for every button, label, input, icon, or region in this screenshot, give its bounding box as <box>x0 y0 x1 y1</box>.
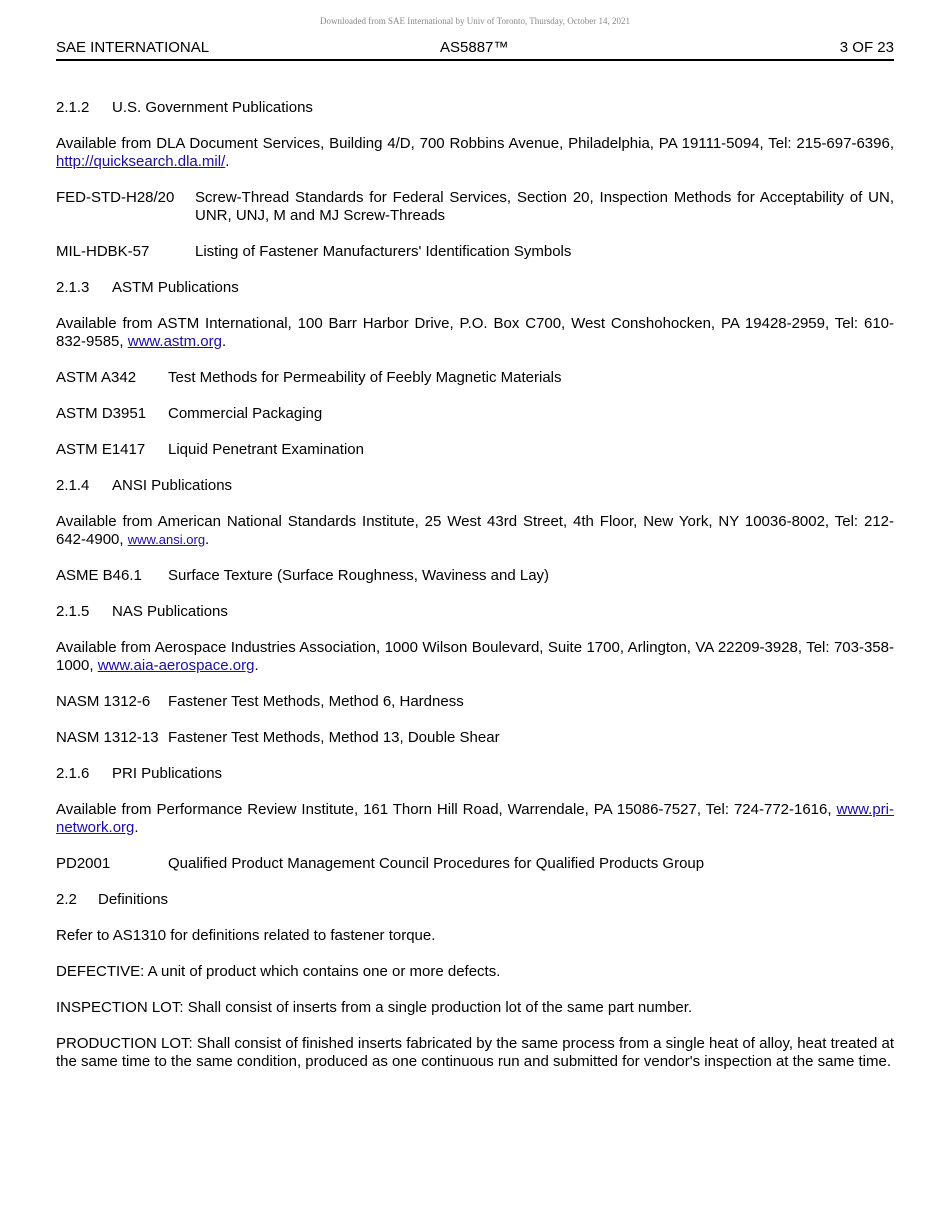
reference-code: NASM 1312-13 <box>56 729 159 746</box>
reference-entry <box>56 441 894 459</box>
section-heading-2-2 <box>56 891 894 909</box>
download-watermark: Downloaded from SAE International by Univ of Toronto, Thursday, October 14, 2021 <box>320 16 630 26</box>
section-heading-2-1-6 <box>56 765 894 783</box>
availability-text: Available from American National Standards Institute, 25 West 43rd Street, 4th Floor, New York, NY 10036-8002, Tel: 212-642-4900, <box>56 513 894 548</box>
section-number: 2.1.5 <box>56 603 90 620</box>
reference-code: MIL-HDBK-57 <box>56 243 150 260</box>
reference-description: Commercial Packaging <box>168 405 323 422</box>
period: . <box>225 153 230 170</box>
reference-description: Qualified Product Management Council Procedures for Qualified Products Group <box>168 855 705 872</box>
section-number: 2.1.6 <box>56 765 90 782</box>
reference-code: NASM 1312-6 <box>56 693 151 710</box>
pri-link[interactable]: www.pri-network.org <box>56 801 894 836</box>
reference-description: Listing of Fastener Manufacturers' Identification Symbols <box>195 243 572 260</box>
ansi-link[interactable]: www.ansi.org <box>127 532 206 547</box>
period: . <box>134 819 139 836</box>
aia-link[interactable]: www.aia-aerospace.org <box>97 657 255 674</box>
reference-code: FED-STD-H28/20 <box>56 189 175 206</box>
reference-description: Fastener Test Methods, Method 6, Hardness <box>168 693 464 710</box>
reference-description: Surface Texture (Surface Roughness, Waviness and Lay) <box>168 567 550 584</box>
definition-inspection-lot: INSPECTION LOT: Shall consist of inserts from a single production lot of the same part number. <box>56 999 693 1016</box>
section-heading-2-1-3 <box>56 279 894 297</box>
reference-code: PD2001 <box>56 855 111 872</box>
availability-paragraph <box>56 315 894 351</box>
reference-code: ASTM D3951 <box>56 405 147 422</box>
header-org: SAE INTERNATIONAL <box>56 39 210 56</box>
section-title: NAS Publications <box>112 603 228 620</box>
dla-link[interactable]: http://quicksearch.dla.mil/ <box>56 153 226 170</box>
availability-text: Available from Performance Review Institute, 161 Thorn Hill Road, Warrendale, PA 15086-7527, Tel: 724-772-1616, <box>56 801 837 818</box>
header-doc-number: AS5887™ <box>440 39 509 56</box>
period: . <box>254 657 259 674</box>
reference-description: Liquid Penetrant Examination <box>168 441 364 458</box>
reference-code: ASME B46.1 <box>56 567 142 584</box>
section-title: U.S. Government Publications <box>112 99 313 116</box>
availability-paragraph <box>56 639 894 675</box>
reference-entry <box>56 189 894 225</box>
reference-description: Test Methods for Permeability of Feebly Magnetic Materials <box>168 369 562 386</box>
reference-entry <box>56 405 894 423</box>
section-heading-2-1-2 <box>56 99 894 117</box>
availability-text: Available from Aerospace Industries Association, 1000 Wilson Boulevard, Suite 1700, Arlington, VA 22209-3928, Tel: 703-358-1000, <box>56 639 894 674</box>
reference-entry <box>56 369 894 387</box>
section-title: ANSI Publications <box>112 477 233 494</box>
astm-link[interactable]: www.astm.org <box>127 333 222 350</box>
reference-entry <box>56 567 894 585</box>
availability-paragraph <box>56 135 894 171</box>
reference-description: Fastener Test Methods, Method 13, Double Shear <box>168 729 500 746</box>
definition-production-lot: PRODUCTION LOT: Shall consist of finished inserts fabricated by the same process from a single heat of alloy, heat treated at the same time to the same condition, produced as one continuous run and submitted for vendor's inspection at the same time. <box>56 1035 894 1070</box>
period: . <box>221 333 227 350</box>
definitions-intro: Refer to AS1310 for definitions related to fastener torque. <box>56 927 436 944</box>
reference-description: Screw-Thread Standards for Federal Services, Section 20, Inspection Methods for Acceptability of UN, UNR, UNJ, M and MJ Screw-Threads <box>195 189 894 224</box>
section-number: 2.2 <box>56 891 77 908</box>
availability-text: Available from ASTM International, 100 Barr Harbor Drive, P.O. Box C700, West Conshohocken, PA 19428-2959, Tel: 610-832-9585, <box>56 315 894 350</box>
section-number: 2.1.2 <box>56 99 90 116</box>
section-title: ASTM Publications <box>112 279 239 296</box>
section-number: 2.1.4 <box>56 477 90 494</box>
reference-code: ASTM A342 <box>56 369 137 386</box>
reference-entry <box>56 729 894 747</box>
reference-entry <box>56 855 894 873</box>
section-heading-2-1-5 <box>56 603 894 621</box>
availability-paragraph <box>56 513 894 549</box>
section-title: PRI Publications <box>112 765 223 782</box>
definition-defective: DEFECTIVE: A unit of product which contains one or more defects. <box>56 963 501 980</box>
period: . <box>205 531 210 548</box>
reference-entry <box>56 243 894 261</box>
availability-text: Available from DLA Document Services, Building 4/D, 700 Robbins Avenue, Philadelphia, PA 19111-5094, Tel: 215-697-6396, <box>56 135 894 152</box>
page-header <box>56 39 894 61</box>
section-heading-2-1-4 <box>56 477 894 495</box>
document-body <box>56 99 894 1089</box>
reference-code: ASTM E1417 <box>56 441 146 458</box>
section-number: 2.1.3 <box>56 279 90 296</box>
section-title: Definitions <box>98 891 169 908</box>
header-page-number: 3 OF 23 <box>839 39 894 56</box>
reference-entry <box>56 693 894 711</box>
availability-paragraph <box>56 801 894 837</box>
